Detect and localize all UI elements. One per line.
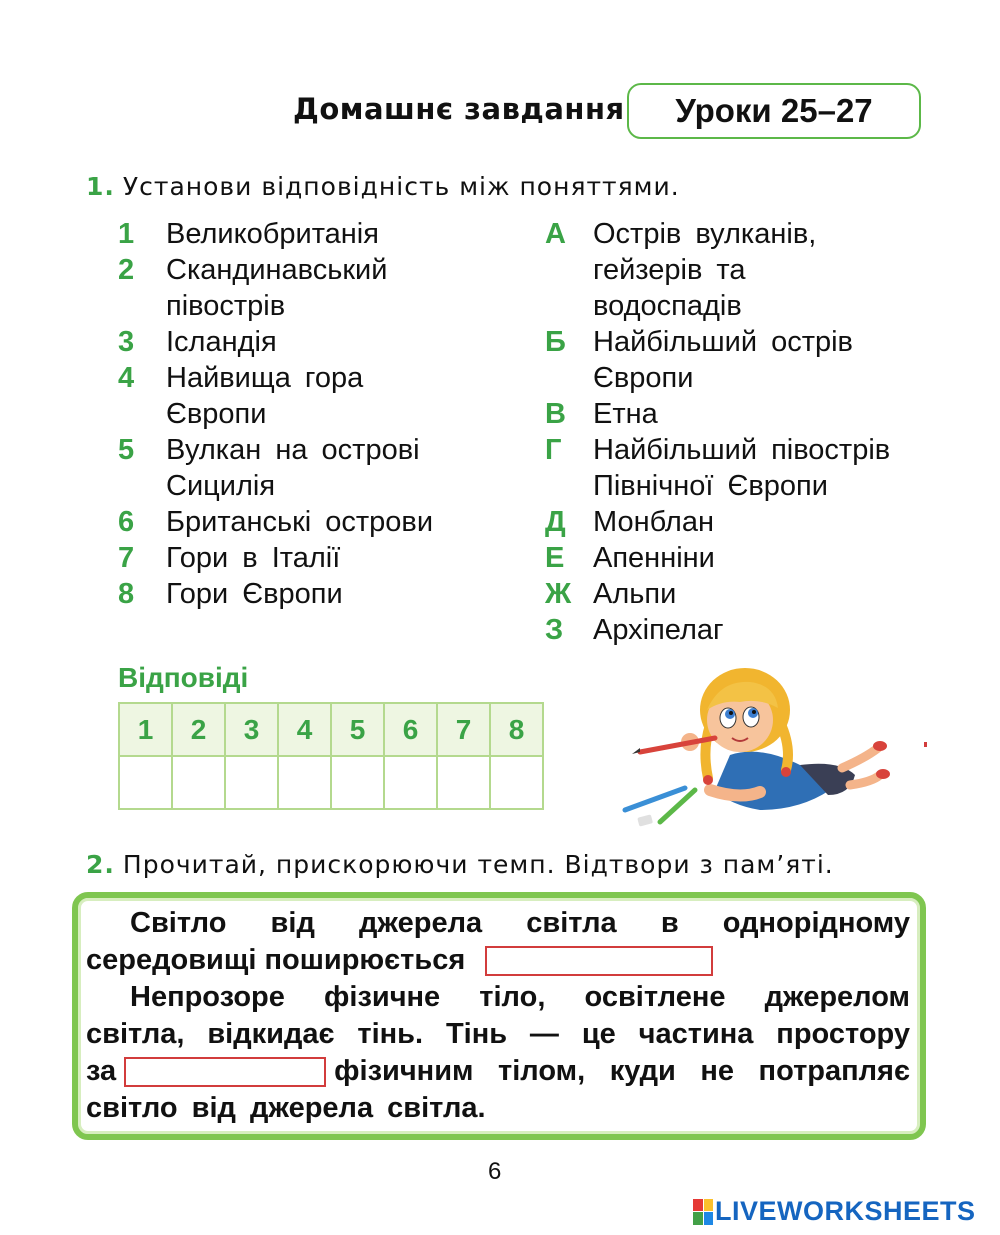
left-item-4: [118, 360, 363, 432]
reading-line-1: Світло від джерела світла в однорідному: [130, 907, 910, 939]
right-item-b: [545, 324, 853, 396]
left-item-3: [118, 324, 277, 360]
answer-header-cell: 3: [225, 703, 278, 756]
left-key: 3: [118, 326, 135, 358]
left-text: Гори Європи: [166, 578, 343, 610]
answers-label: Відповіді: [118, 662, 249, 693]
answer-header-cell: 7: [437, 703, 490, 756]
right-item-d: [545, 504, 714, 540]
right-key: Ж: [545, 578, 572, 610]
answer-header-cell: 2: [172, 703, 225, 756]
right-text: Острів вулканів, гейзерів та водоспадів: [593, 218, 817, 322]
left-key: 5: [118, 434, 135, 466]
answer-header-cell: 4: [278, 703, 331, 756]
left-text: Гори в Італії: [166, 542, 341, 574]
left-item-1: [118, 216, 379, 252]
task2-instruction: Прочитай, прискорюючи темп. Відтвори з пам’яті.: [122, 850, 834, 879]
liveworksheets-brand[interactable]: [693, 1196, 976, 1227]
answer-input-cell-7[interactable]: [437, 756, 490, 809]
right-text: Найбільший острів Європи: [593, 326, 853, 394]
answer-input-cell-6[interactable]: [384, 756, 437, 809]
reading-line-3: Непрозоре фізичне тіло, освітлене джерелом: [130, 981, 910, 1013]
left-text: Ісландія: [166, 326, 277, 358]
answer-header-cell: 8: [490, 703, 543, 756]
answer-header-cell: 6: [384, 703, 437, 756]
right-key: В: [545, 398, 566, 430]
answer-header-cell: 5: [331, 703, 384, 756]
right-item-a: [545, 216, 816, 324]
task1-instruction: Установи відповідність між поняттями.: [122, 172, 680, 201]
left-text: Британські острови: [166, 506, 434, 538]
blank-input-2[interactable]: [124, 1057, 326, 1087]
left-key: 1: [118, 218, 135, 250]
left-item-5: [118, 432, 420, 504]
answer-input-cell-4[interactable]: [278, 756, 331, 809]
task1-number: 1.: [86, 172, 115, 201]
left-item-8: [118, 576, 343, 612]
reading-line-5: за фізичним тілом, куди не потрапляє: [86, 1055, 910, 1087]
homework-title: Домашнє завдання: [293, 92, 625, 126]
reading-line-2: середовищі поширюється: [86, 942, 910, 979]
answers-header-row: [119, 703, 543, 756]
left-key: 7: [118, 542, 135, 574]
right-text: Монблан: [593, 506, 714, 538]
reading-line-4: світла, відкидає тінь. Тінь — це частина простору: [86, 1018, 910, 1050]
right-key: А: [545, 218, 566, 250]
right-key: Б: [545, 326, 566, 358]
right-text: Альпи: [593, 578, 677, 610]
stray-mark: [924, 742, 927, 747]
left-text: Скандинавський півострів: [166, 254, 388, 322]
answer-header-cell: 1: [119, 703, 172, 756]
right-key: Г: [545, 434, 562, 466]
right-text: Апенніни: [593, 542, 715, 574]
task2-number: 2.: [86, 850, 115, 879]
blank-input-1[interactable]: [485, 946, 713, 976]
answer-input-cell-1[interactable]: [119, 756, 172, 809]
right-item-e: [545, 540, 715, 576]
right-key: З: [545, 614, 564, 646]
liveworksheets-logo-icon: [693, 1199, 713, 1225]
right-text: Найбільший півострів Північної Європи: [593, 434, 891, 502]
right-key: Е: [545, 542, 565, 574]
right-text: Архіпелаг: [593, 614, 724, 646]
answer-input-cell-3[interactable]: [225, 756, 278, 809]
left-key: 6: [118, 506, 135, 538]
left-key: 4: [118, 362, 135, 394]
right-item-v: [545, 396, 658, 432]
left-text: Вулкан на острові Сицилія: [166, 434, 420, 502]
left-item-6: [118, 504, 433, 540]
lessons-badge: Уроки 25–27: [627, 83, 921, 139]
girl-illustration: [610, 660, 900, 830]
left-key: 8: [118, 578, 135, 610]
answer-input-cell-5[interactable]: [331, 756, 384, 809]
right-item-z: [545, 612, 724, 648]
answers-table: [118, 702, 544, 810]
answer-input-cell-8[interactable]: [490, 756, 543, 809]
left-item-7: [118, 540, 340, 576]
right-text: Етна: [593, 398, 658, 430]
left-text: Великобританія: [166, 218, 379, 250]
right-key: Д: [545, 506, 566, 538]
page-number: 6: [488, 1158, 502, 1185]
left-item-2: [118, 252, 387, 324]
answers-input-row: [119, 756, 543, 809]
left-text: Найвища гора Європи: [166, 362, 364, 430]
brand-name: LIVEWORKSHEETS: [715, 1196, 976, 1226]
task1-heading: [86, 172, 680, 201]
reading-line-6: світло від джерела світла.: [86, 1092, 486, 1124]
right-item-zh: [545, 576, 676, 612]
task2-heading: [86, 850, 834, 879]
left-key: 2: [118, 254, 135, 286]
right-item-h: [545, 432, 890, 504]
answer-input-cell-2[interactable]: [172, 756, 225, 809]
